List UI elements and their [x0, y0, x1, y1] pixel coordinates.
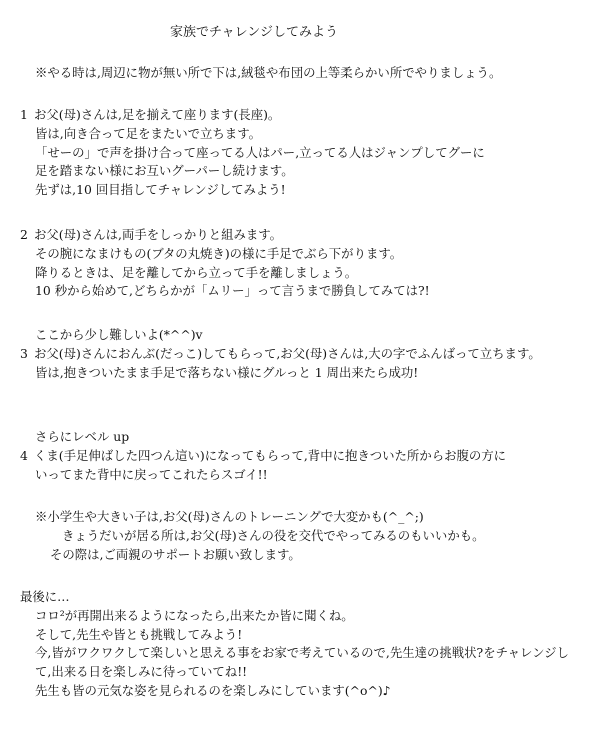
challenge-2-line-2: その腕になまけもの(ブタの丸焼き)の様に手足でぶら下がります。	[35, 245, 403, 261]
challenge-1-line-5: 先ずは,10 回目指してチャレンジしてみよう!	[35, 182, 286, 198]
challenge-1-line-3: 「せーの」で声を掛け合って座ってる人はパー,立ってる人はジャンプしてグーに	[35, 144, 485, 160]
challenge-4-line-1: 4 くま(手足伸ばした四つん這い)になってもらって,背中に抱きついた所からお腹の方に	[20, 447, 580, 466]
remarks-block	[20, 508, 580, 564]
challenge-1-line-1: 1 お父(母)さんは,足を揃えて座ります(長座)。	[20, 106, 580, 125]
challenge-3-line-2: 皆は,抱きついたまま手足で落ちない様にグルっと 1 周出来たら成功!	[35, 364, 419, 380]
challenge-number: 4	[20, 447, 28, 463]
safety-note-block	[20, 64, 580, 83]
remarks-line-2: きょうだいが居る所は,お父(母)さんの役を交代でやってみるのもいいかも。	[62, 527, 485, 543]
challenge-1-line-2: 皆は,向き合って足をまたいで立ちます。	[35, 125, 261, 141]
closing-block	[20, 588, 580, 701]
challenge-2-line-1: 2 お父(母)さんは,両手をしっかりと組みます。	[20, 226, 580, 245]
closing-line-1: コロ²が再開出来るようになったら,出来たか皆に聞くね。	[35, 607, 354, 623]
challenge-1	[20, 106, 580, 200]
section-4-heading: さらにレベル up	[35, 429, 130, 444]
closing-heading: 最後に…	[20, 589, 70, 604]
section-3-heading: ここから少し難しいよ(*^^)v	[35, 327, 203, 342]
challenge-number: 1	[20, 107, 28, 122]
closing-line-2: そして,先生や皆とも挑戦してみよう!	[35, 626, 243, 642]
challenge-number: 2	[20, 227, 28, 242]
challenge-4-line-2: いってまた背中に戻ってこれたらスゴイ!!	[35, 466, 268, 482]
safety-note: ※やる時は,周辺に物が無い所で下は,絨毯や布団の上等柔らかい所でやりましょう。	[35, 65, 502, 80]
challenge-3	[20, 326, 580, 382]
challenge-2	[20, 226, 580, 301]
challenge-1-line-4: 足を踏まない様にお互いグーパーし続けます。	[35, 163, 294, 179]
closing-line-4: 先生も皆の元気な姿を見られるのを楽しみにしています(^o^)♪	[35, 682, 391, 698]
closing-line-3: 今,皆がワクワクして楽しいと思える事をお家で考えているので,先生達の挑戦状?をチャレンジして,出来る日を楽しみに待っていてね!!	[35, 645, 569, 680]
challenge-2-line-4: 10 秒から始めて,どちらかが「ムリー」って言うまで勝負してみては?!	[35, 283, 430, 299]
challenge-number: 3	[20, 345, 28, 361]
document-title: 家族でチャレンジしてみよう	[170, 25, 338, 40]
remarks-line-1: ※小学生や大きい子は,お父(母)さんのトレーニングで大変かも(^_^;)	[35, 509, 424, 524]
challenge-3-line-1: 3 お父(母)さんにおんぶ(だっこ)してもらって,お父(母)さんは,大の字でふんばって立ちます。	[20, 345, 580, 364]
remarks-line-3: その際は,ご両親のサポートお願い致します。	[50, 546, 301, 562]
challenge-4	[20, 428, 580, 484]
challenge-2-line-3: 降りるときは、足を離してから立って手を離しましょう。	[35, 264, 358, 280]
